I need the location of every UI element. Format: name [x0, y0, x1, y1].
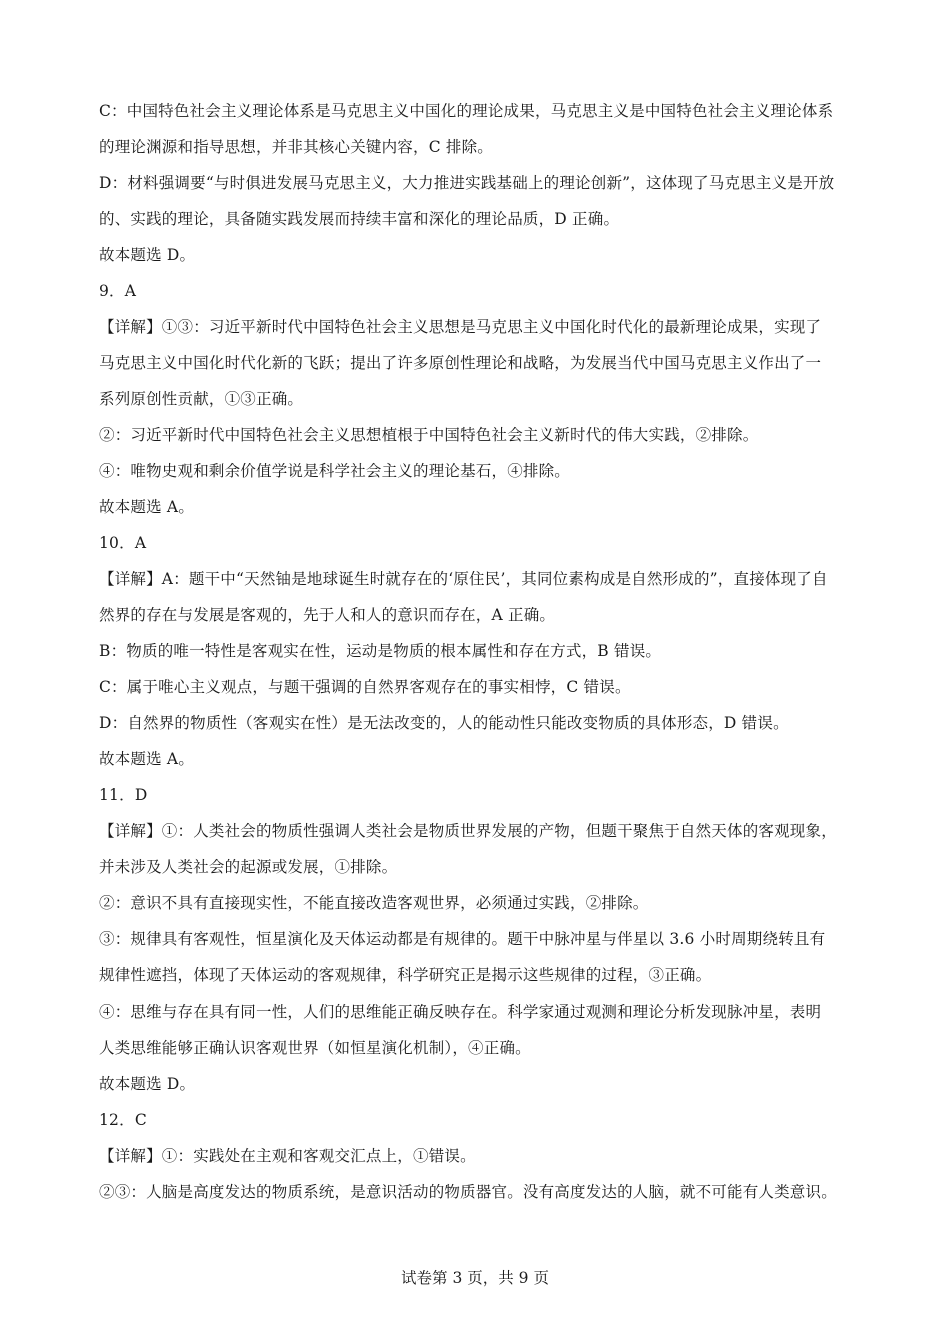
text-line: 马克思主义中国化时代化新的飞跃；提出了许多原创性理论和战略，为发展当代中国马克思主义作出了一 [99, 354, 822, 372]
text-line: ②：习近平新时代中国特色社会主义思想植根于中国特色社会主义新时代的伟大实践，②排除。 [99, 426, 759, 444]
text-line: 【详解】A：题干中“天然铀是地球诞生时就存在的‘原住民’，其同位素构成是自然形成的”，直接体现了自 [99, 570, 828, 588]
text-line: 故本题选 D。 [99, 246, 196, 264]
text-line: ④：思维与存在具有同一性，人们的思维能正确反映存在。科学家通过观测和理论分析发现脉冲星，表明 [99, 1003, 822, 1021]
text-line: 【详解】①：实践处在主观和客观交汇点上，①错误。 [99, 1147, 476, 1165]
text-line: C：属于唯心主义观点，与题干强调的自然界客观存在的事实相悖，C 错误。 [99, 678, 631, 696]
text-line: 【详解】①：人类社会的物质性强调人类社会是物质世界发展的产物，但题干聚焦于自然天体的客观现象， [99, 822, 837, 840]
text-line: 并未涉及人类社会的起源或发展，①排除。 [99, 858, 398, 876]
text-line: 的理论渊源和指导思想，并非其核心关键内容，C 排除。 [99, 138, 493, 156]
text-line: 的、实践的理论，具备随实践发展而持续丰富和深化的理论品质，D 正确。 [99, 210, 620, 228]
text-line: 10．A [99, 534, 147, 552]
text-line: 11．D [99, 786, 148, 804]
text-line: ④：唯物史观和剩余价值学说是科学社会主义的理论基石，④排除。 [99, 462, 571, 480]
text-line: 故本题选 A。 [99, 750, 195, 768]
text-line: 故本题选 D。 [99, 1075, 196, 1093]
text-line: D：材料强调要“与时俱进发展马克思主义，大力推进实践基础上的理论创新”，这体现了马克思主义是开放 [99, 174, 835, 192]
text-line: 9．A [99, 282, 137, 300]
text-line: B：物质的唯一特性是客观实在性，运动是物质的根本属性和存在方式，B 错误。 [99, 642, 662, 660]
text-line: 【详解】①③：习近平新时代中国特色社会主义思想是马克思主义中国化时代化的最新理论成果，实现了 [99, 318, 822, 336]
page-footer: 试卷第 3 页，共 9 页 [401, 1269, 549, 1287]
text-line: 12．C [99, 1111, 147, 1129]
text-line: D：自然界的物质性（客观实在性）是无法改变的，人的能动性只能改变物质的具体形态，D 错误。 [99, 714, 789, 732]
text-line: ③：规律具有客观性，恒星演化及天体运动都是有规律的。题干中脉冲星与伴星以 3.6 小时周期绕转且有 [99, 930, 826, 948]
text-line: 人类思维能够正确认识客观世界（如恒星演化机制），④正确。 [99, 1039, 531, 1057]
text-line: 系列原创性贡献，①③正确。 [99, 390, 304, 408]
text-line: ②③：人脑是高度发达的物质系统，是意识活动的物质器官。没有高度发达的人脑，就不可能有人类意识。 [99, 1183, 837, 1201]
text-line: 规律性遮挡，体现了天体运动的客观规律，科学研究正是揭示这些规律的过程，③正确。 [99, 966, 712, 984]
text-line: 然界的存在与发展是客观的，先于人和人的意识而存在，A 正确。 [99, 606, 556, 624]
text-line: C：中国特色社会主义理论体系是马克思主义中国化的理论成果，马克思主义是中国特色社会主义理论体系 [99, 102, 834, 120]
text-line: 故本题选 A。 [99, 498, 195, 516]
text-line: ②：意识不具有直接现实性，不能直接改造客观世界，必须通过实践，②排除。 [99, 894, 649, 912]
